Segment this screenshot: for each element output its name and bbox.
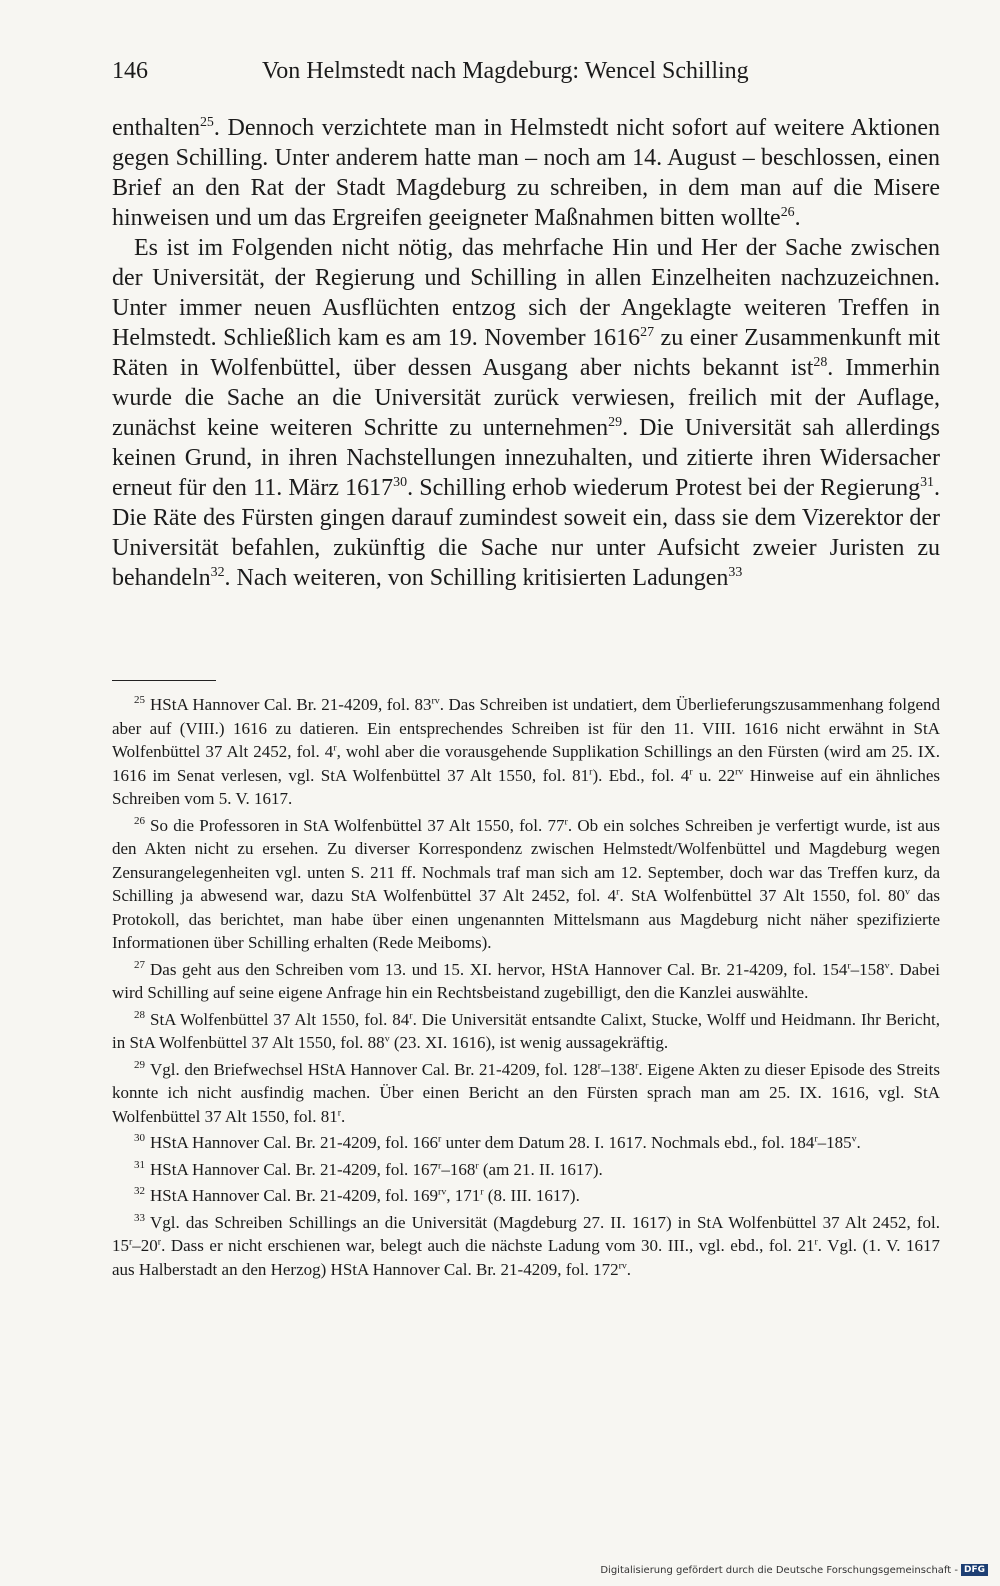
digitization-credit bbox=[600, 1562, 988, 1578]
paragraph: Es ist im Folgenden nicht nötig, das mehrfache Hin und Her der Sache zwischen der Universität, der Regierung und Schilling in allen Einzelheiten nachzuzeichnen. Unter immer neuen Ausflüchten entzog sich der Angeklagte weiteren Treffen in Helmstedt. Schließlich kam es am 19. November 1616$^{27}$ zu einer Zusammenkunft mit Räten in Wolfenbüttel, über dessen Ausgang aber nichts bekannt ist$^{28}$. Immerhin wurde die Sache an die Universität zurück verwiesen, freilich mit der Auflage, zunächst keine weiteren Schritte zu unternehmen$^{29}$. Die Universität sah allerdings keinen Grund, in ihren Nachstellungen innezuhalten, und zitierte ihren Widersacher erneut für den 11. März 1617$^{30}$. Schilling erhob wiederum Protest bei der Regierung$^{31}$. Die Räte des Fürsten gingen darauf zumindest soweit ein, dass sie dem Vizerektor der Universität befahlen, zukünftig die Sache nur unter Aufsicht zweier Juristen zu behandeln$^{32}$. Nach weiteren, von Schilling kritisierten Ladungen$^{33}$ bbox=[112, 235, 940, 591]
footnote-text: HStA Hannover Cal. Br. 21-4209, fol. 167$^r$–168$^r$ (am 21. II. 1617). bbox=[150, 1159, 603, 1179]
superscript: r bbox=[475, 1159, 479, 1171]
superscript: v bbox=[905, 886, 910, 898]
footnote-text: Vgl. das Schreiben Schillings an die Universität (Magdeburg 27. II. 1617) in StA Wolfenbüttel 37 Alt 2452, fol. 15$^r$–20$^r$. Dass er nicht erschienen war, belegt auch die nächste Ladung vom 30. III., vgl. ebd., fol. 21$^r$. Vgl. (1. V. 1617 aus Halberstadt an den Herzog) HStA Hannover Cal. Br. 21-4209, fol. $172^{rv}$. bbox=[112, 1212, 940, 1279]
superscript: r bbox=[409, 1009, 413, 1021]
footnote-text: Vgl. den Briefwechsel HStA Hannover Cal. Br. 21-4209, fol. 128$^r$–138$^r$. Eigene Akten zu dieser Episode des Streits konnte ich nicht ausfindig machen. Über einen Bericht an den Fürsten sprach man am 25. IX. 1616, vgl. StA Wolfenbüttel 37 Alt 1550, fol. 81$^r$. bbox=[112, 1059, 940, 1126]
footnote-text: HStA Hannover Cal. Br. 21-4209, fol. $169^{rv}$, 171$^r$ (8. III. 1617). bbox=[150, 1186, 580, 1205]
footnote-text: StA Wolfenbüttel 37 Alt 1550, fol. 84$^r$. Die Universität entsandte Calixt, Stucke, Wolff und Heidmann. Ihr Bericht, in StA Wolfenbüttel 37 Alt 1550, fol. 88$^v$ (23. XI. 1616), ist wenig aussagekräftig. bbox=[112, 1009, 940, 1052]
credit-text: Digitalisierung gefördert durch die Deutsche Forschungsgemeinschaft - bbox=[600, 1564, 958, 1576]
superscript: v bbox=[884, 959, 890, 971]
superscript: r bbox=[814, 1133, 818, 1145]
footnote-number: 29 bbox=[134, 1058, 145, 1071]
superscript: r bbox=[157, 1236, 162, 1248]
superscript: r bbox=[847, 959, 851, 971]
footnote-text: So die Professoren in StA Wolfenbüttel 37 Alt 1550, fol. 77$^r$. Ob ein solches Schreiben je verfertigt wurde, ist aus den Akten nicht zu ersehen. Zu diverser Korrespondenz zwischen Helmstedt/Wolfenbüttel und Magdeburg wegen Zensurangelegenheiten vgl. unten S. 211 ff. Nochmals traf man sich am 12. September, doch war das Treffen kurz, da Schilling ja abwesend war, dazu StA Wolfenbüttel 37 Alt 2452, fol. 4$^r$. StA Wolfenbüttel 37 Alt 1550, fol. 80$^v$ das Protokoll, das berichtet, man habe über einen ungenannten Mittelsmann aus Magdeburg nicht näher spezifizierte Informationen über Schilling erhalten (Rede Meiboms). bbox=[112, 815, 940, 952]
footnote-number: 32 bbox=[134, 1185, 145, 1198]
superscript: 25 bbox=[199, 115, 214, 130]
page-header bbox=[112, 54, 780, 88]
superscript: r bbox=[438, 1133, 442, 1145]
superscript: 33 bbox=[728, 565, 743, 580]
footnote-number: 26 bbox=[134, 814, 145, 827]
footnote bbox=[112, 814, 940, 955]
superscript: r bbox=[333, 742, 337, 754]
superscript: r bbox=[129, 1236, 133, 1248]
superscript: 31 bbox=[920, 475, 934, 490]
dfg-logo: DFG bbox=[961, 1564, 988, 1576]
superscript: r bbox=[337, 1106, 342, 1118]
footnote bbox=[112, 1008, 940, 1055]
superscript: rv bbox=[618, 1259, 627, 1271]
superscript: v bbox=[851, 1133, 857, 1145]
footnote bbox=[112, 1131, 940, 1155]
footnote bbox=[112, 1211, 940, 1282]
footnote bbox=[112, 958, 940, 1005]
superscript: rv bbox=[735, 765, 744, 777]
footnote bbox=[112, 1158, 940, 1182]
superscript: r bbox=[589, 765, 593, 777]
superscript: r bbox=[616, 886, 620, 898]
footnote-number: 30 bbox=[134, 1132, 145, 1145]
footnote bbox=[112, 1058, 940, 1129]
superscript: 32 bbox=[210, 565, 225, 580]
footnote-number: 28 bbox=[134, 1008, 145, 1021]
superscript: 29 bbox=[608, 415, 623, 430]
footnote-number: 33 bbox=[134, 1211, 145, 1224]
body-text bbox=[112, 113, 940, 593]
page-number: 146 bbox=[112, 58, 148, 84]
paragraph: enthalten$^{25}$. Dennoch verzichtete man in Helmstedt nicht sofort auf weitere Aktionen gegen Schilling. Unter anderem hatte man – noch am 14. August – beschlossen, einen Brief an den Rat der Stadt Magdeburg zu schreiben, in dem man auf die Misere hinweisen und um das Ergreifen geeigneter Maßnahmen bitten wollte$^{26}$. bbox=[112, 115, 940, 231]
superscript: 28 bbox=[813, 355, 828, 370]
superscript: r bbox=[597, 1059, 602, 1071]
superscript: r bbox=[814, 1236, 818, 1248]
footnote-number: 25 bbox=[134, 694, 145, 707]
footnotes bbox=[112, 693, 940, 1284]
footnote-text: Das geht aus den Schreiben vom 13. und 15. XI. hervor, HStA Hannover Cal. Br. 21-4209, fol. 154$^r$–158$^v$. Dabei wird Schilling auf seine eigene Anfrage hin ein Rechtsbeistand zugebilligt, den die Kanzlei auswählte. bbox=[112, 959, 940, 1002]
superscript: rv bbox=[438, 1186, 447, 1198]
footnote-number: 27 bbox=[134, 958, 145, 971]
footnote bbox=[112, 693, 940, 811]
superscript: r bbox=[564, 815, 568, 827]
superscript: r bbox=[480, 1186, 484, 1198]
footnote bbox=[112, 1184, 940, 1208]
footnote-text: HStA Hannover Cal. Br. 21-4209, fol. $83^{rv}$. Das Schreiben ist undatiert, dem Überlieferungszusammenhang folgend aber auf (VIII.) 1616 zu datieren. Ein entsprechendes Schreiben ist für den 11. VIII. 1616 nicht erwähnt in StA Wolfenbüttel 37 Alt 2452, fol. 4$^r$, wohl aber die vorausgehende Supplikation Schillings an den Fürsten (wird am 25. IX. 1616 im Senat verlesen, vgl. StA Wolfenbüttel 37 Alt 1550, fol. 81$^r$). Ebd., fol. 4$^r$ u. $22^{rv}$ Hinweise auf ein ähnliches Schreiben vom 5. V. 1617. bbox=[112, 695, 941, 808]
footnote-number: 31 bbox=[134, 1158, 145, 1171]
superscript: r bbox=[438, 1159, 442, 1171]
superscript: 26 bbox=[780, 205, 795, 220]
superscript: rv bbox=[431, 695, 440, 707]
superscript: 30 bbox=[393, 475, 408, 490]
footnote-separator bbox=[112, 680, 216, 681]
superscript: v bbox=[384, 1033, 390, 1045]
superscript: r bbox=[689, 765, 693, 777]
footnote-text: HStA Hannover Cal. Br. 21-4209, fol. 166$^r$ unter dem Datum 28. I. 1617. Nochmals ebd., fol. 184$^r$–185$^v$. bbox=[150, 1133, 861, 1152]
running-title: Von Helmstedt nach Magdeburg: Wencel Schilling bbox=[262, 58, 749, 84]
superscript: r bbox=[635, 1059, 639, 1071]
superscript: 27 bbox=[640, 325, 655, 340]
